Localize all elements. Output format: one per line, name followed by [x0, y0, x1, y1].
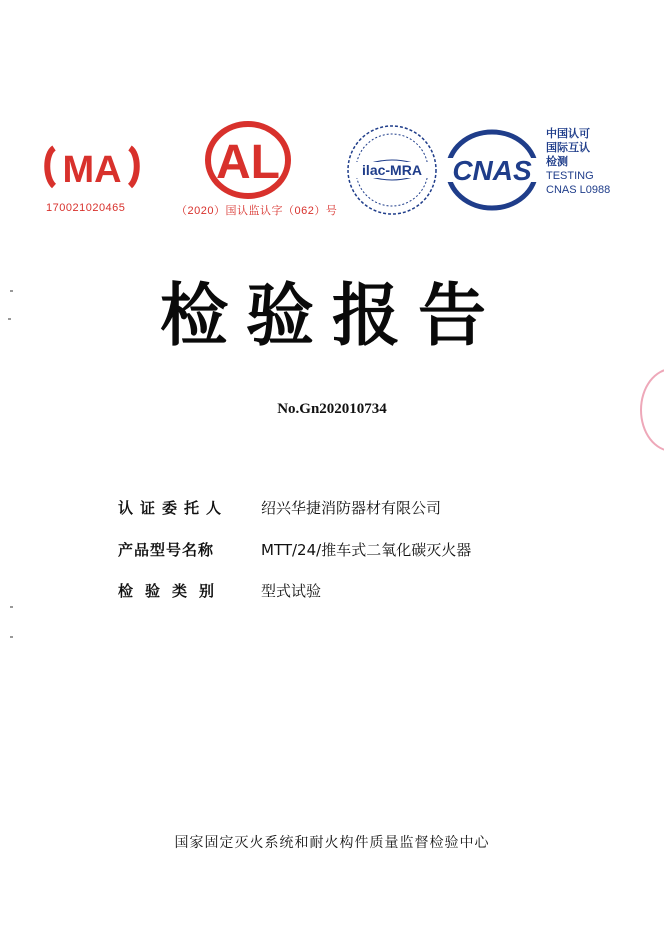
info-label: 检验类别 — [118, 582, 227, 600]
cnas-line: TESTING — [546, 170, 594, 182]
report-title: 检验报告 — [159, 277, 504, 356]
scan-speck — [10, 606, 13, 608]
cal-letters: AL — [216, 136, 280, 189]
cma-number: 170021020465 — [46, 202, 126, 214]
issuing-organization: 国家固定灭火系统和耐火构件质量监督检验中心 — [174, 835, 490, 851]
cal-logo — [200, 118, 296, 202]
ilac-text: ilac-MRA — [362, 162, 422, 178]
scan-speck — [8, 318, 11, 320]
seal-stamp — [640, 368, 664, 452]
info-label: 认证委托人 — [118, 499, 229, 517]
info-value: 型式试验 — [261, 582, 322, 600]
cal-caption: （2020）国认监认字（062）号 — [176, 205, 338, 217]
cnas-line: 中国认可 — [546, 128, 590, 140]
scan-speck — [10, 290, 13, 292]
cnas-line: 检测 — [546, 156, 568, 168]
cnas-caption — [546, 127, 610, 197]
cnas-text: CNAS — [452, 155, 532, 186]
report-number: No.Gn202010734 — [277, 401, 387, 417]
cma-logo — [40, 140, 144, 200]
cnas-line: 国际互认 — [546, 142, 590, 154]
cma-letters: MA — [62, 149, 122, 191]
ilac-mra-logo — [344, 122, 440, 218]
cnas-line: CNAS L0988 — [546, 184, 611, 196]
info-label: 产品型号名称 — [118, 541, 215, 559]
cnas-logo — [440, 128, 544, 212]
scan-speck — [10, 636, 13, 638]
info-value: MTT/24/推车式二氧化碳灭火器 — [261, 541, 472, 559]
info-value: 绍兴华捷消防器材有限公司 — [261, 499, 442, 517]
